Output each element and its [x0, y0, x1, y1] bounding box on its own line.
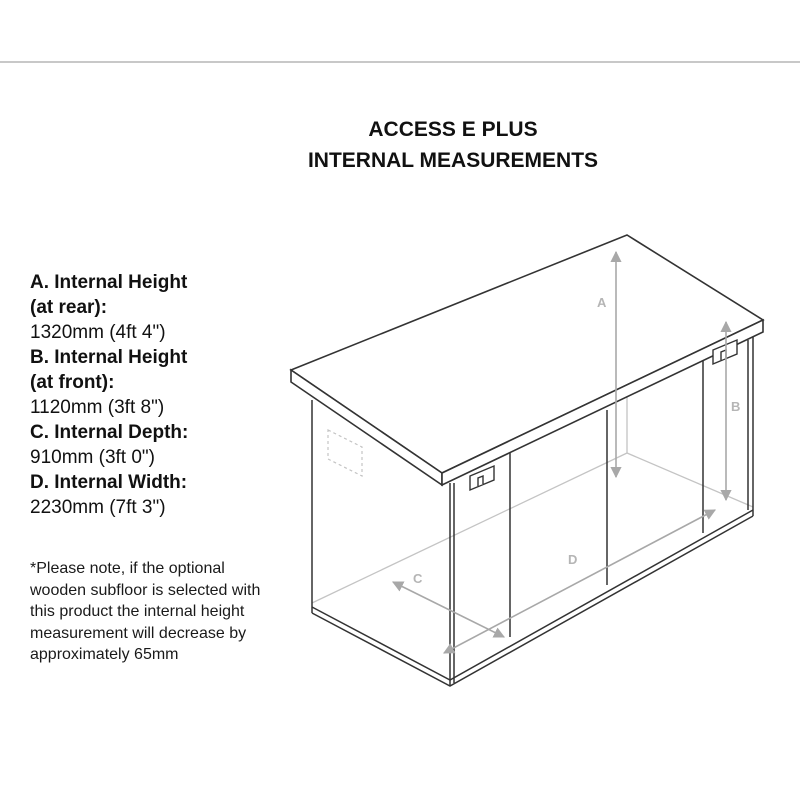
dimension-d-label: D	[568, 552, 578, 567]
spec-c-value: 910mm (3ft 0")	[30, 447, 156, 468]
spec-c-heading: C. Internal Depth:	[30, 422, 189, 443]
spec-d-heading: D. Internal Width:	[30, 472, 188, 493]
spec-a-subheading: (at rear):	[30, 297, 108, 318]
dimension-b-label: B	[731, 399, 741, 414]
spec-b-subheading: (at front):	[30, 372, 115, 393]
spec-a-heading: A. Internal Height	[30, 272, 188, 293]
dimension-a-label: A	[597, 295, 607, 310]
title-line-1: ACCESS E PLUS	[368, 118, 538, 141]
spec-b-value: 1120mm (3ft 8")	[30, 397, 165, 418]
spec-a-value: 1320mm (4ft 4")	[30, 322, 166, 343]
spec-b-heading: B. Internal Height	[30, 347, 188, 368]
subfloor-note: *Please note, if the optional wooden subfloor is selected with this product the internal height measurement will decrease by approximately 65mm	[30, 560, 261, 663]
vent-left-icon	[328, 430, 362, 476]
dimension-d-arrow	[444, 510, 715, 653]
dimension-c-arrow	[393, 582, 504, 637]
spec-d-value: 2230mm (7ft 3")	[30, 497, 166, 518]
title-line-2: INTERNAL MEASUREMENTS	[307, 149, 599, 172]
dimension-c-label: C	[413, 571, 423, 586]
